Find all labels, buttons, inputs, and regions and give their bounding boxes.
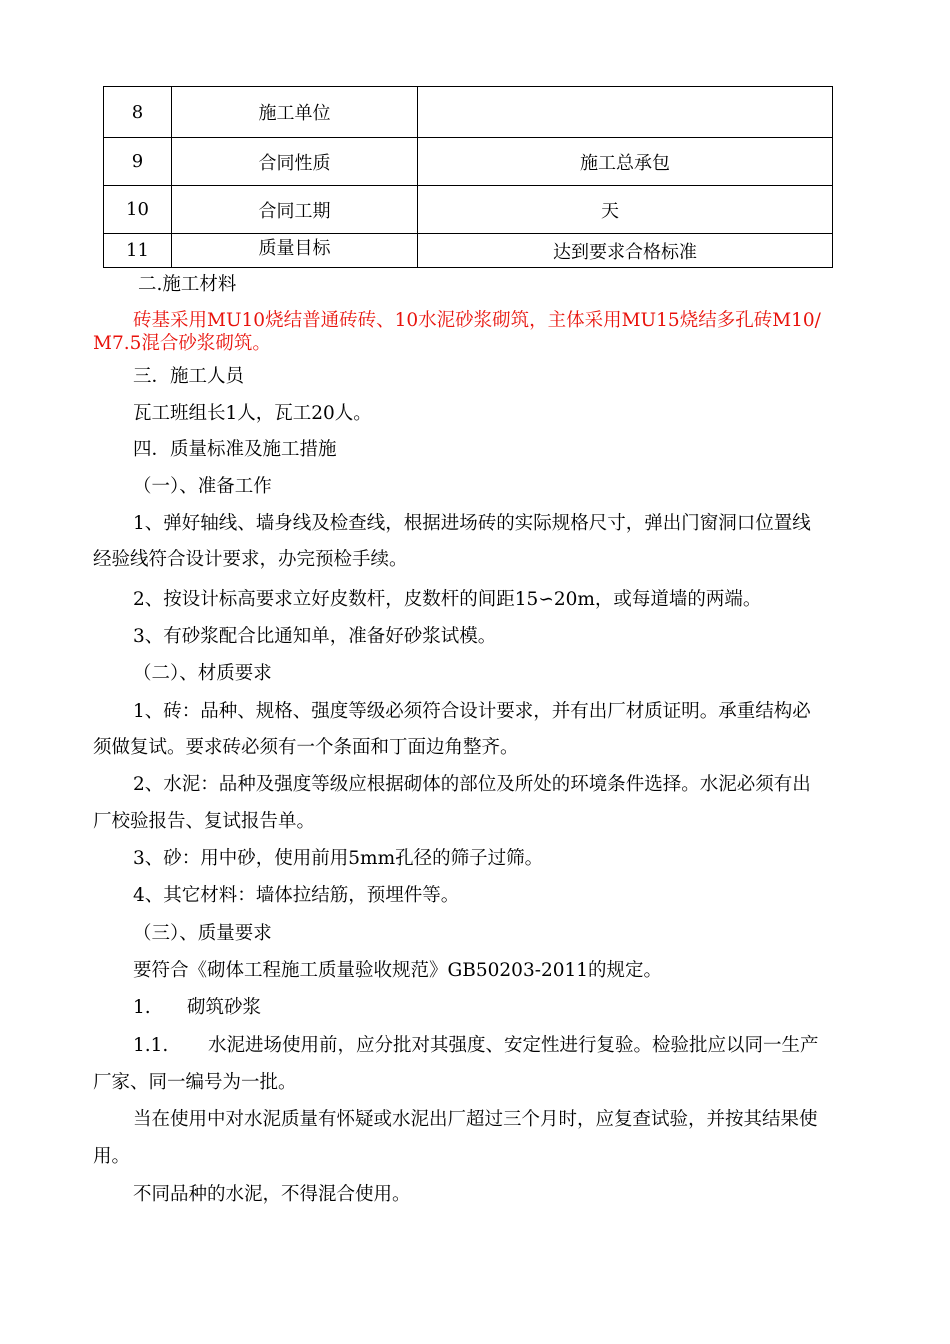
project-info-table (103, 86, 833, 268)
section-heading-materials: 二.施工材料 (138, 274, 237, 295)
staff-text: 瓦工班组长1人，瓦工20人。 (133, 403, 372, 424)
table-row (104, 186, 833, 234)
material-item-3: 3、砂：用中砂，使用前用5mm孔径的筛子过筛。 (133, 848, 544, 869)
prep-item-3: 3、有砂浆配合比通知单，准备好砂浆试模。 (133, 626, 497, 647)
row-value: 天 (418, 186, 833, 234)
material-item-2-line2: 厂校验报告、复试报告单。 (93, 811, 316, 832)
row-item: 合同工期 (172, 186, 418, 234)
no-mixing-text: 不同品种的水泥，不得混合使用。 (133, 1184, 411, 1205)
row-value (418, 87, 833, 138)
mortar-item-number: 1. (133, 997, 151, 1018)
table-row (104, 138, 833, 186)
cement-doubt-line2: 用。 (93, 1146, 131, 1167)
cement-doubt-line1: 当在使用中对水泥质量有怀疑或水泥出厂超过三个月时，应复查试验，并按其结果使 (133, 1109, 818, 1130)
table-row (104, 234, 833, 268)
prep-item-2: 2、按设计标高要求立好皮数杆，皮数杆的间距15∽20m，或每道墙的两端。 (133, 589, 762, 610)
row-item: 合同性质 (172, 138, 418, 186)
row-value: 达到要求合格标准 (418, 234, 833, 268)
table-row (104, 87, 833, 138)
subheading-material-requirements: （二）、材质要求 (133, 663, 272, 684)
cement-text-line2: 厂家、同一编号为一批。 (93, 1072, 297, 1093)
row-value: 施工总承包 (418, 138, 833, 186)
row-item: 施工单位 (172, 87, 418, 138)
section-heading-staff: 三．施工人员 (133, 366, 245, 387)
prep-item-1-line2: 经验线符合设计要求，办完预检手续。 (93, 549, 408, 570)
material-item-1-line1: 1、砖：品种、规格、强度等级必须符合设计要求，并有出厂材质证明。承重结构必 (133, 701, 811, 722)
cement-text-line1: 水泥进场使用前，应分批对其强度、安定性进行复验。检验批应以同一生产 (208, 1035, 819, 1056)
prep-item-1-line1: 1、弹好轴线、墙身线及检查线，根据进场砖的实际规格尺寸，弹出门窗洞口位置线 (133, 513, 811, 534)
quality-requirements-text: 要符合《砌体工程施工质量验收规范》GB50203-2011的规定。 (133, 960, 663, 981)
mortar-heading: 砌筑砂浆 (187, 997, 262, 1018)
row-number: 11 (104, 234, 172, 268)
row-number: 9 (104, 138, 172, 186)
material-item-2-line1: 2、水泥：品种及强度等级应根据砌体的部位及所处的环境条件选择。水泥必须有出 (133, 774, 811, 795)
materials-text-line1: 砖基采用MU10烧结普通砖砖、10水泥砂浆砌筑，主体采用MU15烧结多孔砖M10/ (133, 310, 821, 331)
subheading-quality-requirements: （三）、质量要求 (133, 923, 272, 944)
material-item-4: 4、其它材料：墙体拉结筋，预埋件等。 (133, 885, 460, 906)
cement-item-number: 1.1. (133, 1035, 169, 1056)
row-number: 8 (104, 87, 172, 138)
materials-text-line2: M7.5混合砂浆砌筑。 (93, 333, 271, 354)
section-heading-quality: 四．质量标准及施工措施 (133, 439, 337, 460)
row-item: 质量目标 (172, 234, 418, 268)
subheading-preparation: （一）、准备工作 (133, 476, 272, 497)
material-item-1-line2: 须做复试。要求砖必须有一个条面和丁面边角整齐。 (93, 737, 519, 758)
row-number: 10 (104, 186, 172, 234)
